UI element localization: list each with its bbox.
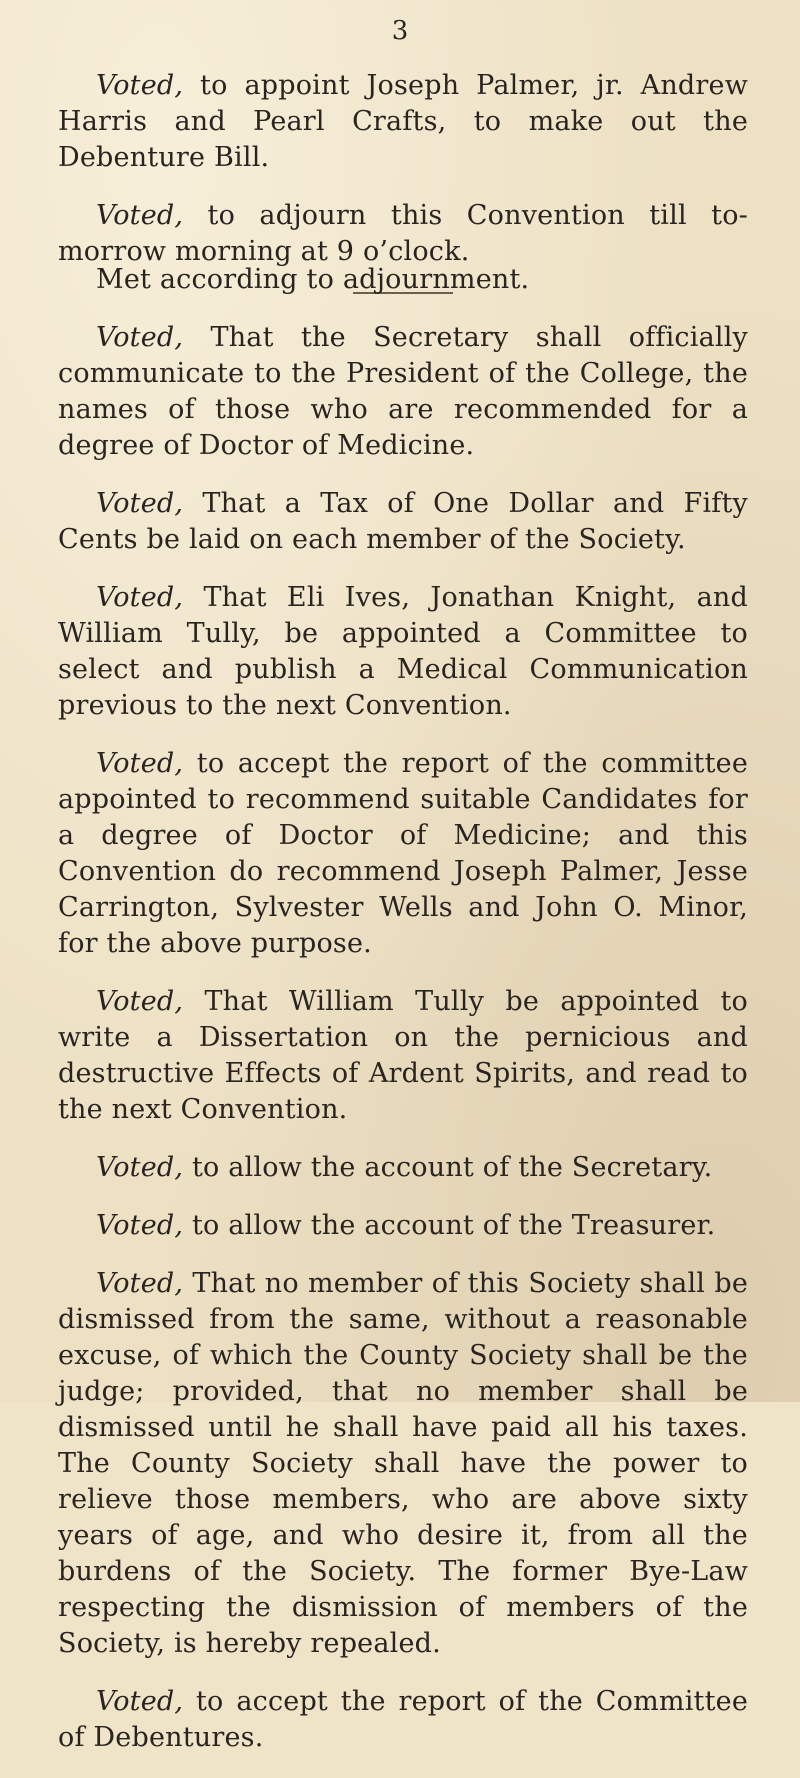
resolution-paragraph bbox=[58, 746, 748, 962]
resolution-paragraph bbox=[58, 1684, 748, 1756]
voted-label: Voted, bbox=[96, 582, 184, 613]
resolution-text: That the Secretary shall officially communicate to the President of the College, the names of those who are recommended for a degree of Doctor of Medicine. bbox=[58, 322, 748, 461]
section-two bbox=[58, 262, 748, 1778]
resolution-paragraph bbox=[58, 320, 748, 464]
resolution-text: That William Tully be appointed to write a Dissertation on the pernicious and destructive Effects of Ardent Spirits, and read to the next Convention. bbox=[58, 986, 748, 1125]
resolution-paragraph bbox=[58, 486, 748, 558]
resolution-paragraph bbox=[58, 198, 748, 270]
resolution-text: Met according to adjournment. bbox=[96, 264, 530, 295]
resolution-text: That a Tax of One Dollar and Fifty Cents be laid on each member of the Society. bbox=[58, 488, 748, 555]
voted-label: Voted, bbox=[96, 70, 184, 101]
resolution-paragraph bbox=[58, 984, 748, 1128]
resolution-text: to accept the report of the committee appointed to recommend suitable Candidates for a degree of Doctor of Medicine; and this Convention do recommend Joseph Palmer, Jesse Carrington, Sylvester Wells and John O. Minor, for the above purpose. bbox=[58, 748, 748, 959]
resolution-text: That no member of this Society shall be dismissed from the same, without a reasonable excuse, of which the County Society shall be the judge; provided, that no member shall be dismissed until he shall have paid all his taxes. The County Society shall have the power to relieve those members, who are above sixty years of age, and who desire it, from all the burdens of the Society. The former Bye-Law respecting the dismission of members of the Society, is hereby repealed. bbox=[58, 1268, 748, 1659]
resolution-text: to allow the account of the Treasurer. bbox=[183, 1210, 716, 1241]
resolution-text: to accept the report of the Committee of Debentures. bbox=[58, 1686, 748, 1753]
voted-label: Voted, bbox=[96, 1686, 184, 1717]
resolution-paragraph bbox=[58, 1266, 748, 1662]
resolution-paragraph bbox=[58, 68, 748, 176]
resolution-text: to appoint Joseph Palmer, jr. Andrew Harris and Pearl Crafts, to make out the Debenture Bill. bbox=[58, 70, 748, 173]
resolution-text: That Eli Ives, Jonathan Knight, and William Tully, be appointed a Committee to select and publish a Medical Communication previous to the next Convention. bbox=[58, 582, 748, 721]
voted-label: Voted, bbox=[96, 748, 184, 779]
meeting-note bbox=[58, 262, 748, 298]
resolution-paragraph bbox=[58, 1208, 748, 1244]
page-number: 3 bbox=[391, 16, 409, 46]
voted-label: Voted, bbox=[96, 322, 184, 353]
voted-label: Voted, bbox=[96, 1210, 184, 1241]
resolution-text: to allow the account of the Secretary. bbox=[183, 1152, 713, 1183]
resolution-text: to adjourn this Convention till to-morrow morning at 9 o’clock. bbox=[58, 200, 748, 267]
voted-label: Voted, bbox=[96, 488, 184, 519]
voted-label: Voted, bbox=[96, 200, 184, 231]
resolution-paragraph bbox=[58, 580, 748, 724]
voted-label: Voted, bbox=[96, 1152, 184, 1183]
voted-label: Voted, bbox=[96, 1268, 184, 1299]
voted-label: Voted, bbox=[96, 986, 184, 1017]
resolution-paragraph bbox=[58, 1150, 748, 1186]
